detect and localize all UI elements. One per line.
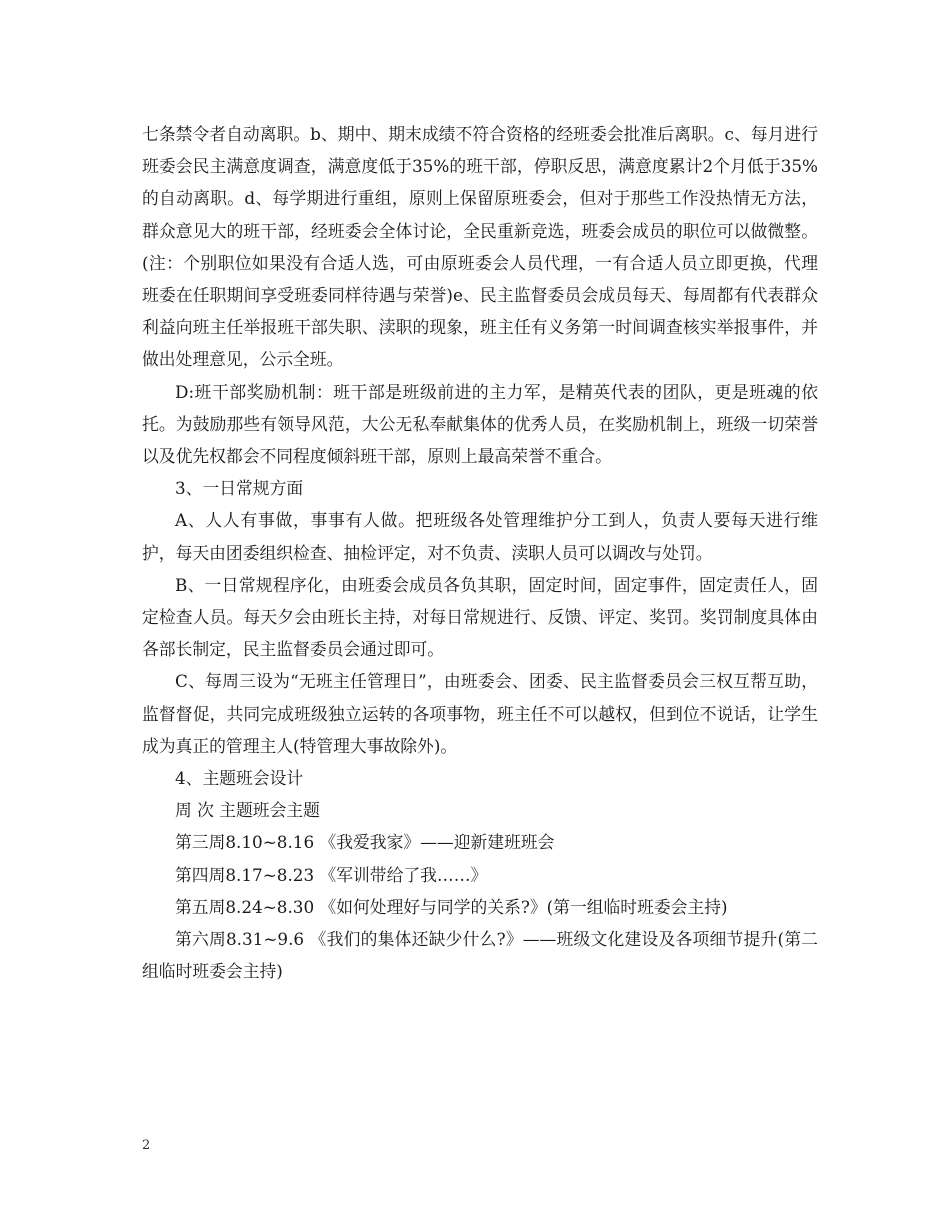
- paragraph-dismissal-rules: 七条禁令者自动离职。b、期中、期末成绩不符合资格的经班委会批准后离职。c、每月进行班委会民主满意度调查，满意度低于35%的班干部，停职反思，满意度累计2个月低于35%的自动离职。d、每学期进行重组，原则上保留原班委会，但对于那些工作没热情无方法，群众意见大的班干部，经班委会全体讨论，全民重新竞选，班委会成员的职位可以做微整。(注：个别职位如果没有合适人选，可由原班委会人员代理，一有合适人员立即更换，代理班委在任职期间享受班委同样待遇与荣誉)e、民主监督委员会成员每天、每周都有代表群众利益向班主任举报班干部失职、渎职的现象，班主任有义务第一时间调查核实举报事件，并做出处理意见，公示全班。: [142, 124, 818, 370]
- paragraph-reward-mechanism: D:班干部奖励机制：班干部是班级前进的主力军，是精英代表的团队，更是班魂的依托。为鼓励那些有领导风范，大公无私奉献集体的优秀人员，在奖励机制上，班级一切荣誉以及优先权都会不同程度倾斜班干部，原则上最高荣誉不重合。: [142, 381, 818, 467]
- schedule-row-week-6: 第六周8.31~9.6 《我们的集体还缺少什么?》——班级文化建设及各项细节提升(第二组临时班委会主持): [142, 929, 818, 982]
- document-page: [142, 118, 818, 987]
- paragraph-item-c: C、每周三设为“无班主任管理日”，由班委会、团委、民主监督委员会三权互帮互助，监督督促，共同完成班级独立运转的各项事物，班主任不可以越权，但到位不说话，让学生成为真正的管理主人(特管理大事故除外)。: [142, 671, 818, 756]
- section-heading-class-meeting: 4、主题班会设计: [175, 768, 304, 789]
- schedule-row-week-5: 第五周8.24~8.30 《如何处理好与同学的关系?》(第一组临时班委会主持): [175, 896, 728, 917]
- schedule-header: 周 次 主题班会主题: [175, 800, 320, 821]
- paragraph-item-b: B、一日常规程序化，由班委会成员各负其职，固定时间，固定事件，固定责任人，固定检查人员。每天夕会由班长主持，对每日常规进行、反馈、评定、奖罚。奖罚制度具体由各部长制定，民主监督委员会通过即可。: [142, 574, 818, 660]
- schedule-row-week-4: 第四周8.17~8.23 《军训带给了我……》: [175, 864, 488, 885]
- page-number: 2: [142, 1138, 151, 1153]
- section-heading-daily-routine: 3、一日常规方面: [175, 478, 304, 499]
- schedule-row-week-3: 第三周8.10~8.16 《我爱我家》——迎新建班班会: [175, 832, 555, 853]
- paragraph-item-a: A、人人有事做，事事有人做。把班级各处管理维护分工到人，负责人要每天进行维护，每天由团委组织检查、抽检评定，对不负责、渎职人员可以调改与处罚。: [142, 510, 818, 563]
